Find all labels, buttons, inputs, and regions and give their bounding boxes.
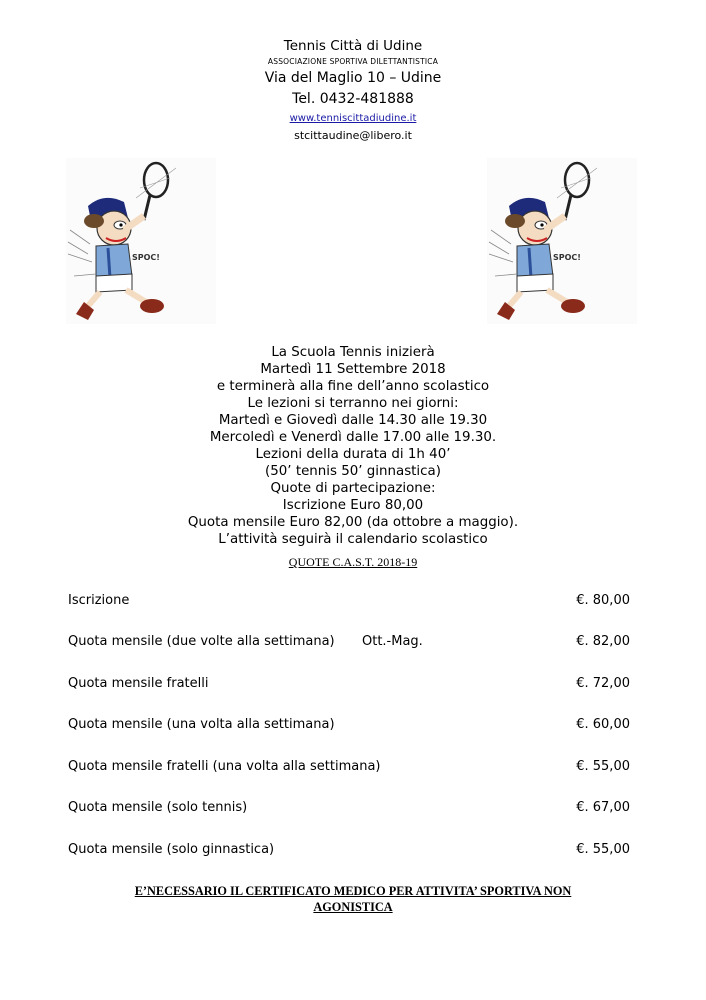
tennis-player-illustration-left [66, 158, 216, 324]
fee-label: Quota mensile (solo tennis) [68, 800, 248, 815]
announcement-line: Quota mensile Euro 82,00 (da ottobre a maggio). [187, 515, 519, 530]
announcement-line: La Scuola Tennis inizierà [271, 345, 435, 360]
announcement-line: L’attività seguirà il calendario scolastico [218, 532, 488, 547]
fee-label: Quota mensile (due volte alla settimana) [68, 634, 335, 649]
fee-row [68, 800, 630, 818]
medical-certificate-notice [60, 883, 646, 915]
notice-line: AGONISTICA [313, 900, 393, 914]
fee-row [68, 676, 630, 694]
announcement-line: Le lezioni si terranno nei giorni: [247, 396, 459, 411]
club-phone: Tel. 0432-481888 [292, 91, 414, 107]
fee-label: Quota mensile fratelli (una volta alla settimana) [68, 759, 381, 774]
announcement-text [0, 344, 706, 548]
sound-effect: SPOC! [553, 253, 581, 262]
association-type: ASSOCIAZIONE SPORTIVA DILETTANTISTICA [267, 57, 439, 66]
announcement-line: Mercoledì e Venerdì dalle 17.00 alle 19.30. [209, 430, 497, 445]
fee-amount: €. 67,00 [576, 800, 630, 815]
tennis-player-illustration-right [487, 158, 637, 324]
announcement-line: Martedì e Giovedì dalle 14.30 alle 19.30 [218, 413, 488, 428]
fee-amount: €. 60,00 [576, 717, 630, 732]
tennis-player-drawing [487, 158, 637, 324]
sound-effect: SPOC! [132, 253, 160, 262]
fee-amount: €. 80,00 [576, 593, 630, 608]
announcement-line: (50’ tennis 50’ ginnastica) [265, 464, 441, 479]
fee-amount: €. 55,00 [576, 759, 630, 774]
fee-amount: €. 72,00 [576, 676, 630, 691]
notice-line: E’NECESSARIO IL CERTIFICATO MEDICO PER ATTIVITA’ SPORTIVA NON [134, 884, 572, 898]
announcement-line: Martedì 11 Settembre 2018 [260, 362, 446, 377]
fee-amount: €. 55,00 [576, 842, 630, 857]
announcement-line: e terminerà alla fine dell’anno scolastico [216, 379, 490, 394]
club-email: stcittaudine@libero.it [294, 129, 412, 142]
announcement-line: Quote di partecipazione: [270, 481, 436, 496]
website-link[interactable]: www.tenniscittadiudine.it [289, 113, 417, 124]
club-name: Tennis Città di Udine [283, 38, 423, 54]
club-address: Via del Maglio 10 – Udine [264, 70, 442, 86]
fee-row [68, 717, 630, 735]
fee-row [68, 842, 630, 860]
fee-row [68, 759, 630, 777]
announcement-line: Iscrizione Euro 80,00 [282, 498, 424, 513]
tennis-player-drawing [66, 158, 216, 324]
fee-row [68, 593, 630, 611]
fee-row [68, 634, 630, 652]
fee-label: Quota mensile (una volta alla settimana) [68, 717, 335, 732]
announcement-line: Lezioni della durata di 1h 40’ [255, 447, 451, 462]
fee-amount: €. 82,00 [576, 634, 630, 649]
fee-label: Quota mensile (solo ginnastica) [68, 842, 275, 857]
fees-title: QUOTE C.A.S.T. 2018-19 [288, 555, 418, 569]
fee-label: Quota mensile fratelli [68, 676, 209, 691]
fee-period: Ott.-Mag. [362, 634, 423, 649]
fee-label: Iscrizione [68, 593, 130, 608]
